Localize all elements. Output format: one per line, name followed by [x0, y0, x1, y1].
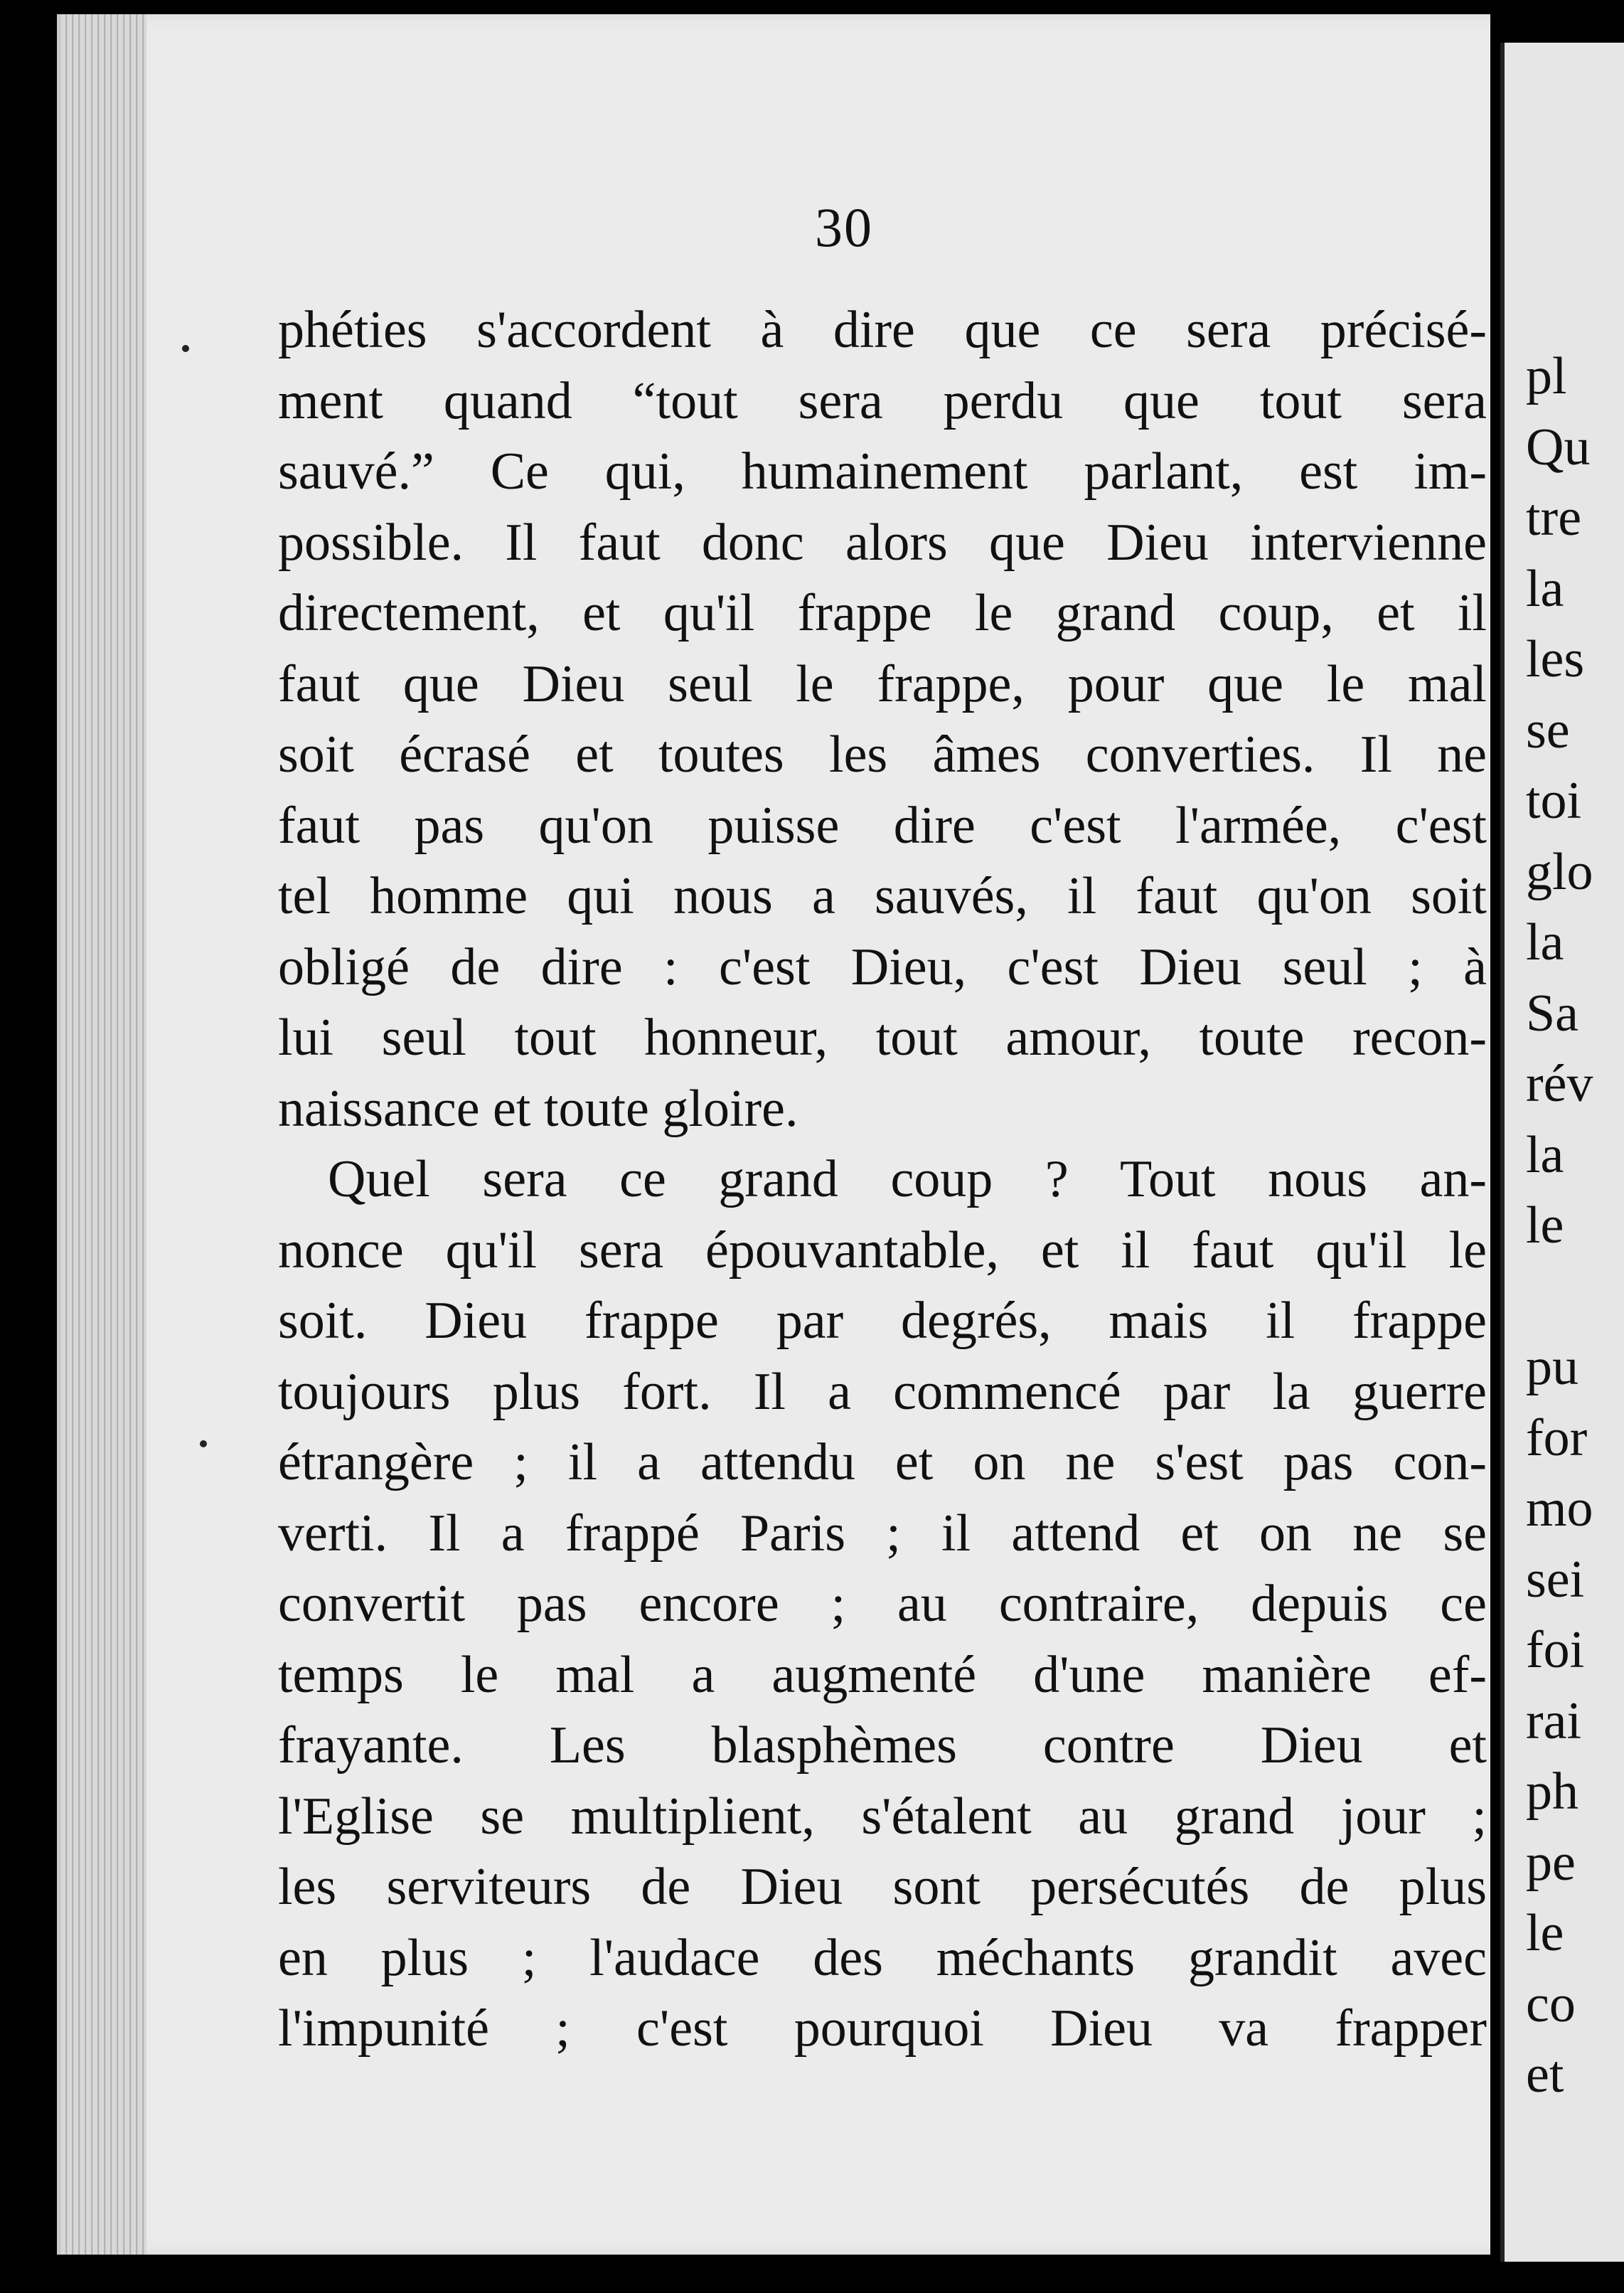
text-fragment: Qu [1526, 417, 1591, 477]
text-fragment: et [1526, 2045, 1564, 2104]
text-line: toujours plus fort. Il a commencé par la guerre [278, 1362, 1487, 1421]
text-fragment: rév [1526, 1055, 1593, 1113]
text-line: l'impunité ; c'est pourquoi Dieu va frapper [278, 1999, 1487, 2058]
text-fragment: ph [1526, 1762, 1578, 1821]
left-page [57, 14, 1490, 2255]
text-fragment: le [1526, 1196, 1564, 1255]
text-line: en plus ; l'audace des méchants grandit avec [278, 1928, 1487, 1987]
text-fragment: toi [1526, 772, 1582, 830]
text-line: phéties s'accordent à dire que ce sera précisé- [278, 301, 1487, 359]
text-line: possible. Il faut donc alors que Dieu intervienne [278, 513, 1487, 572]
text-fragment: for [1526, 1408, 1588, 1467]
text-line: étrangère ; il a attendu et on ne s'est pas con- [278, 1433, 1487, 1491]
margin-mark [200, 1440, 207, 1447]
text-fragment: mo [1526, 1479, 1593, 1538]
text-fragment: foi [1526, 1621, 1585, 1679]
text-fragment: la [1526, 913, 1564, 972]
text-line: tel homme qui nous a sauvés, il faut qu'on soit [278, 867, 1487, 925]
text-line: verti. Il a frappé Paris ; il attend et on ne se [278, 1504, 1487, 1563]
text-line: l'Eglise se multiplient, s'étalent au grand jour ; [278, 1787, 1487, 1846]
text-line: obligé de dire : c'est Dieu, c'est Dieu seul ; à [278, 937, 1487, 996]
text-fragment: Sa [1526, 984, 1578, 1043]
text-fragment: pu [1526, 1338, 1578, 1396]
text-line: faut pas qu'on puisse dire c'est l'armée, c'est [278, 796, 1487, 855]
text-fragment: pl [1526, 347, 1567, 405]
text-fragment: pe [1526, 1833, 1576, 1892]
text-line: frayante. Les blasphèmes contre Dieu et [278, 1716, 1487, 1775]
text-fragment: glo [1526, 842, 1593, 901]
text-fragment: les [1526, 630, 1585, 688]
text-line: Quel sera ce grand coup ? Tout nous an- [328, 1150, 1487, 1208]
text-fragment: le [1526, 1904, 1564, 1962]
text-line: lui seul tout honneur, tout amour, toute recon- [278, 1009, 1487, 1067]
text-line: les serviteurs de Dieu sont persécutés de plus [278, 1858, 1487, 1916]
text-fragment: rai [1526, 1691, 1582, 1750]
text-line: directement, et qu'il frappe le grand coup, et il [278, 584, 1487, 642]
text-line: nonce qu'il sera épouvantable, et il faut qu'il le [278, 1220, 1487, 1279]
page-edges [61, 14, 146, 2255]
text-fragment: la [1526, 1125, 1564, 1184]
text-fragment: sei [1526, 1550, 1585, 1609]
body-text [278, 295, 1487, 2065]
text-fragment: co [1526, 1974, 1576, 2033]
text-fragment: la [1526, 559, 1564, 618]
text-line: ment quand “tout sera perdu que tout sera [278, 371, 1487, 430]
right-page [1500, 43, 1624, 2262]
text-line: sauvé.” Ce qui, humainement parlant, est im- [278, 442, 1487, 501]
right-page-text [1526, 341, 1593, 2111]
text-line: soit. Dieu frappe par degrés, mais il frappe [278, 1292, 1487, 1350]
text-fragment: se [1526, 701, 1570, 760]
text-line: faut que Dieu seul le frappe, pour que le mal [278, 654, 1487, 713]
text-line: temps le mal a augmenté d'une manière ef- [278, 1645, 1487, 1704]
text-line: naissance et toute gloire. [278, 1079, 798, 1138]
text-line: soit écrasé et toutes les âmes converties. Il ne [278, 725, 1487, 784]
text-fragment: tre [1526, 489, 1582, 547]
margin-mark [182, 345, 189, 352]
text-line: convertit pas encore ; au contraire, depuis ce [278, 1575, 1487, 1633]
page-number: 30 [815, 196, 873, 258]
